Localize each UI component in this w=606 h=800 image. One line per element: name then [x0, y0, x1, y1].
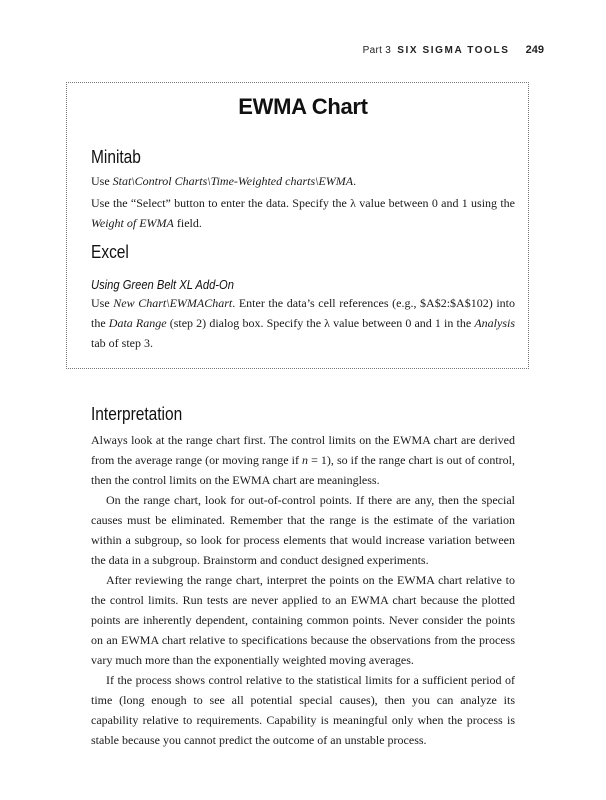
excel-analysis-tab: Analysis: [474, 316, 515, 330]
excel-heading: Excel: [91, 242, 129, 262]
minitab-line-suffix: .: [353, 174, 357, 188]
excel-para-c: (step 2) dialog box. Specify the λ value between 0 and 1 in the: [166, 316, 475, 330]
interpretation-paragraph-4: If the process shows control relative to the statistical limits for a sufficient period of time (long enough to see all potential special causes), then you can analyze its capability relative to requirements. Capability is meaningful only when the process is stable because you cannot predict the outcome of an unstable process.: [91, 673, 515, 747]
excel-para-b: . Enter the data’s cell references (e.g., $A$2:$A$102) into the: [91, 296, 515, 330]
part-label: Part 3: [362, 45, 392, 56]
minitab-line-prefix: Use: [91, 174, 113, 188]
minitab-heading: Minitab: [91, 147, 141, 167]
minitab-instructions: [91, 193, 515, 233]
excel-subheading: Using Green Belt XL Add-On: [91, 277, 234, 292]
running-head: [363, 44, 544, 56]
interpretation-heading: Interpretation: [91, 404, 183, 424]
excel-instructions: [91, 293, 515, 353]
p1-n: n: [302, 453, 309, 467]
p1-part-a: Always look at the range chart first. The control limits on the EWMA chart are derived from the average range (or moving range if: [91, 433, 515, 467]
interpretation-paragraph-2: On the range chart, look for out-of-control points. If there are any, then the special causes must be eliminated. Remember that the range is the estimate of the variation within a subgroup, so look for process elements that would increase variation between the data in a subgroup. Brainstorm and conduct designed experiments.: [91, 493, 515, 567]
p1-part-b: = 1), so if the range chart is out of control, then the control limits on the EWMA chart are meaningless.: [91, 453, 515, 487]
excel-menu: New Chart\EWMAChart: [113, 296, 233, 310]
box-title: EWMA Chart: [238, 94, 368, 119]
interpretation-body: [91, 430, 515, 750]
interpretation-paragraph-1: [91, 430, 515, 490]
minitab-menu: Stat\Control Charts\Time-Weighted charts\EWMA: [112, 174, 354, 188]
minitab-para-a: Use the “Select” button to enter the data. Specify the λ value between 0 and 1 using the: [91, 196, 515, 210]
excel-para-d: tab of step 3.: [91, 336, 153, 350]
excel-data-range-field: Data Range: [108, 316, 167, 330]
interpretation-paragraph-3: After reviewing the range chart, interpret the points on the EWMA chart relative to the control limits. Run tests are never applied to an EWMA chart because the plotted points are inherently dependent, containing common points. Never consider the points on an EWMA chart relative to specifications because the observations from the process vary much more than the exponentially weighted moving averages.: [91, 573, 515, 667]
minitab-menu-path: [91, 171, 515, 191]
page-number: 249: [525, 44, 544, 56]
section-label: SIX SIGMA TOOLS: [397, 45, 510, 56]
minitab-weight-field: Weight of EWMA: [91, 216, 174, 230]
minitab-para-b: field.: [173, 216, 202, 230]
excel-para-a: Use: [91, 296, 114, 310]
